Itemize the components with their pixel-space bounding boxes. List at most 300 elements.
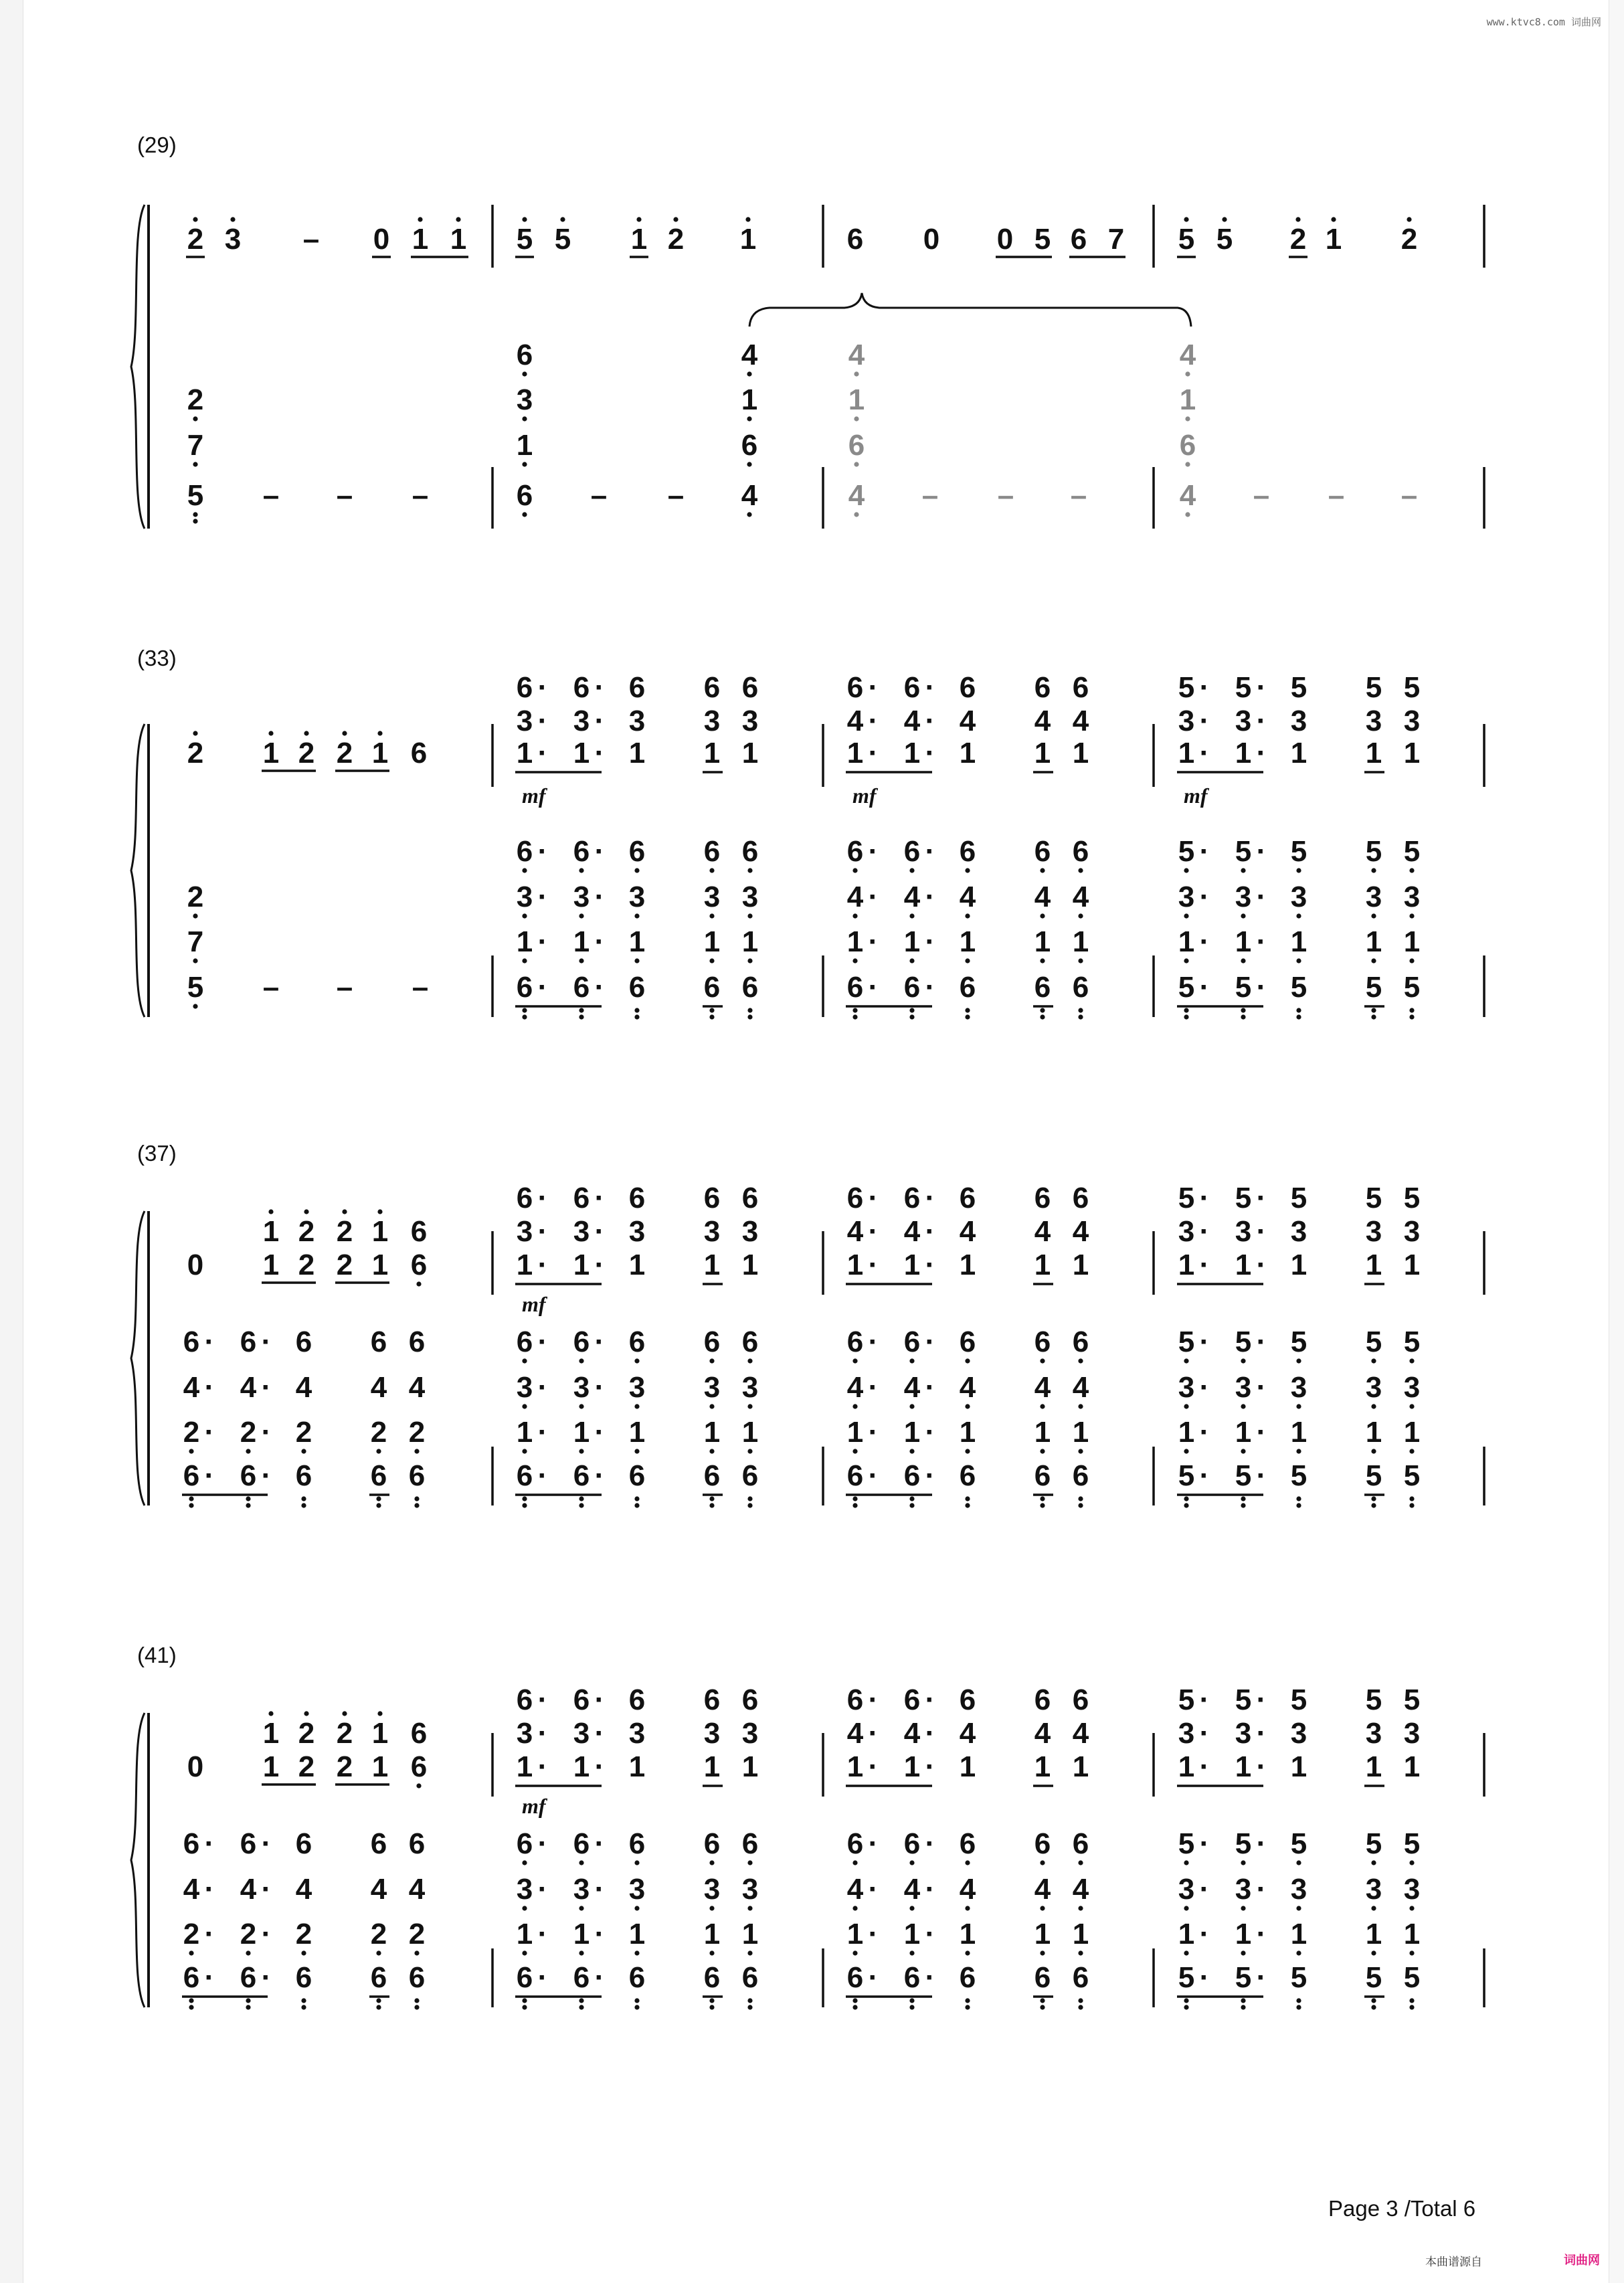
note-1: 1	[1072, 1918, 1089, 1950]
octave-dot-below	[1241, 1014, 1245, 1019]
sustain-dash: –	[412, 479, 429, 512]
note-6: 6	[903, 1459, 921, 1492]
octave-dot-below	[909, 868, 914, 873]
note-1: 1	[1178, 925, 1195, 958]
octave-dot-below	[709, 1906, 714, 1910]
octave-dot-below	[965, 913, 970, 918]
note-1: 1	[1178, 1750, 1195, 1783]
octave-dot-below	[1185, 371, 1190, 376]
note-5: 5	[1365, 1459, 1382, 1492]
octave-dot-below	[1371, 1404, 1376, 1408]
octave-dot-below	[246, 1998, 250, 2003]
octave-dot-below	[852, 1496, 857, 1501]
note-1: 1	[1235, 737, 1252, 769]
octave-dot-below	[522, 462, 527, 466]
augmentation-dot: ·	[1256, 1961, 1267, 1994]
note-1: 1	[848, 383, 865, 416]
octave-dot-below	[416, 1783, 421, 1788]
octave-dot-below	[301, 1998, 306, 2003]
octave-dot-below	[522, 1404, 527, 1408]
augmentation-dot: ·	[537, 1827, 548, 1860]
note-6: 6	[741, 671, 759, 704]
octave-dot-below	[634, 1998, 639, 2003]
note-1: 1	[741, 925, 759, 958]
note-7: 7	[187, 429, 204, 462]
augmentation-dot: ·	[204, 1873, 215, 1906]
note-3: 3	[741, 705, 759, 737]
note-1: 1	[1178, 1918, 1195, 1950]
octave-dot-below	[189, 2005, 193, 2009]
octave-dot-below	[634, 1014, 639, 1019]
octave-dot-below	[909, 1358, 914, 1363]
note-4: 4	[959, 1215, 976, 1248]
note-3: 3	[628, 1215, 646, 1248]
octave-dot-below	[1371, 1998, 1376, 2003]
octave-dot-below	[1184, 913, 1188, 918]
augmentation-dot: ·	[261, 1416, 272, 1449]
note-1: 1	[412, 223, 429, 256]
note-5: 5	[1403, 1961, 1421, 1994]
octave-dot-above	[456, 217, 460, 221]
octave-dot-below	[189, 1998, 193, 2003]
measure-number: (29)	[137, 132, 177, 157]
octave-dot-below	[634, 1008, 639, 1012]
note-1: 1	[1034, 1416, 1051, 1449]
note-1: 1	[573, 1249, 590, 1281]
augmentation-dot: ·	[1199, 1371, 1210, 1404]
octave-dot-below	[1078, 1358, 1083, 1363]
augmentation-dot: ·	[1199, 1750, 1210, 1783]
octave-dot-below	[1296, 913, 1301, 918]
note-3: 3	[1365, 705, 1382, 737]
note-1: 1	[516, 1918, 533, 1950]
octave-dot-below	[1296, 1998, 1301, 2003]
octave-dot-below	[1371, 958, 1376, 963]
note-1: 1	[573, 1416, 590, 1449]
octave-dot-above	[1407, 217, 1411, 221]
augmentation-dot: ·	[1256, 1249, 1267, 1281]
note-6: 6	[846, 835, 864, 868]
octave-dot-below	[414, 1449, 419, 1453]
note-4: 4	[846, 1717, 864, 1750]
octave-dot-below	[1371, 1950, 1376, 1955]
octave-dot-below	[193, 913, 197, 918]
note-5: 5	[1235, 1459, 1252, 1492]
augmentation-dot: ·	[537, 1961, 548, 1994]
note-3: 3	[741, 1717, 759, 1750]
note-5: 5	[1178, 1459, 1195, 1492]
augmentation-dot: ·	[868, 671, 879, 704]
note-6: 6	[1034, 1683, 1051, 1716]
note-3: 3	[1365, 1717, 1382, 1750]
octave-dot-below	[193, 416, 197, 421]
note-2: 2	[240, 1416, 257, 1449]
octave-dot-below	[634, 1950, 639, 1955]
note-6: 6	[741, 1326, 759, 1358]
octave-dot-above	[673, 217, 678, 221]
note-5: 5	[1290, 1182, 1307, 1214]
note-6: 6	[573, 1459, 590, 1492]
note-5: 5	[1290, 1961, 1307, 1994]
octave-dot-below	[852, 1998, 857, 2003]
augmentation-dot: ·	[594, 1750, 605, 1783]
octave-dot-below	[709, 1503, 714, 1508]
note-6: 6	[370, 1961, 387, 1994]
augmentation-dot: ·	[1256, 881, 1267, 913]
note-6: 6	[516, 835, 533, 868]
note-1: 1	[903, 1750, 921, 1783]
note-6: 6	[1072, 835, 1089, 868]
note-6: 6	[628, 1182, 646, 1214]
augmentation-dot: ·	[261, 1918, 272, 1950]
note-6: 6	[741, 971, 759, 1004]
augmentation-dot: ·	[594, 835, 605, 868]
note-6: 6	[846, 671, 864, 704]
note-1: 1	[450, 223, 467, 256]
augmentation-dot: ·	[594, 925, 605, 958]
augmentation-dot: ·	[261, 1459, 272, 1492]
augmentation-dot: ·	[537, 1750, 548, 1783]
note-1: 1	[1365, 1918, 1382, 1950]
note-6: 6	[846, 1459, 864, 1492]
note-6: 6	[959, 1459, 976, 1492]
note-5: 5	[1403, 971, 1421, 1004]
note-4: 4	[846, 1215, 864, 1248]
note-3: 3	[1178, 1717, 1195, 1750]
octave-dot-above	[268, 1711, 273, 1716]
note-4: 4	[903, 881, 921, 913]
note-5: 5	[1403, 1459, 1421, 1492]
note-6: 6	[408, 1459, 426, 1492]
augmentation-dot: ·	[537, 1918, 548, 1950]
octave-dot-below	[579, 1404, 583, 1408]
octave-dot-below	[1409, 2005, 1414, 2009]
augmentation-dot: ·	[868, 1683, 879, 1716]
note-6: 6	[410, 1750, 428, 1783]
octave-dot-below	[1409, 1906, 1414, 1910]
note-2: 2	[240, 1918, 257, 1950]
note-6: 6	[408, 1961, 426, 1994]
octave-dot-above	[268, 731, 273, 735]
sustain-dash: –	[667, 479, 685, 512]
octave-dot-below	[909, 1014, 914, 1019]
note-6: 6	[370, 1827, 387, 1860]
note-1: 1	[1365, 1416, 1382, 1449]
note-6: 6	[628, 1326, 646, 1358]
octave-dot-below	[522, 1014, 527, 1019]
octave-dot-below	[1040, 913, 1045, 918]
note-6: 6	[846, 1961, 864, 1994]
note-6: 6	[628, 1961, 646, 1994]
octave-dot-below	[909, 1449, 914, 1453]
note-4: 4	[1034, 1873, 1051, 1906]
octave-dot-below	[747, 1008, 752, 1012]
octave-dot-below	[1409, 1008, 1414, 1012]
octave-dot-below	[909, 1860, 914, 1865]
octave-dot-below	[246, 1503, 250, 1508]
octave-dot-below	[709, 1860, 714, 1865]
note-5: 5	[1403, 835, 1421, 868]
note-6: 6	[295, 1961, 312, 1994]
octave-dot-above	[342, 1209, 347, 1214]
note-6: 6	[703, 671, 721, 704]
augmentation-dot: ·	[594, 1717, 605, 1750]
note-3: 3	[1290, 1717, 1307, 1750]
octave-dot-below	[1040, 868, 1045, 873]
note-2: 2	[187, 737, 204, 769]
note-4: 4	[183, 1873, 200, 1906]
octave-dot-above	[418, 217, 422, 221]
note-5: 5	[1235, 671, 1252, 704]
note-1: 1	[628, 1750, 646, 1783]
octave-dot-below	[909, 2005, 914, 2009]
octave-dot-below	[376, 1496, 381, 1501]
note-1: 1	[1034, 1249, 1051, 1281]
note-3: 3	[703, 1371, 721, 1404]
augmentation-dot: ·	[594, 1249, 605, 1281]
note-2: 2	[298, 1750, 315, 1783]
note-6: 6	[703, 835, 721, 868]
note-1: 1	[516, 429, 533, 462]
augmentation-dot: ·	[537, 1249, 548, 1281]
note-1: 1	[1365, 737, 1382, 769]
octave-dot-below	[1371, 1496, 1376, 1501]
octave-dot-below	[1184, 1950, 1188, 1955]
note-3: 3	[1290, 1873, 1307, 1906]
octave-dot-above	[193, 217, 197, 221]
octave-dot-below	[579, 1503, 583, 1508]
note-6: 6	[741, 1459, 759, 1492]
sustain-dash: –	[590, 479, 608, 512]
octave-dot-below	[909, 1950, 914, 1955]
octave-dot-below	[965, 1998, 970, 2003]
note-6: 6	[628, 835, 646, 868]
note-6: 6	[741, 1961, 759, 1994]
augmentation-dot: ·	[537, 1459, 548, 1492]
augmentation-dot: ·	[1199, 1459, 1210, 1492]
octave-dot-below	[579, 1008, 583, 1012]
note-4: 4	[959, 881, 976, 913]
octave-dot-below	[634, 1496, 639, 1501]
note-6: 6	[846, 1182, 864, 1214]
octave-dot-below	[709, 913, 714, 918]
octave-dot-below	[579, 1950, 583, 1955]
octave-dot-below	[579, 2005, 583, 2009]
octave-dot-below	[1371, 1014, 1376, 1019]
augmentation-dot: ·	[594, 1873, 605, 1906]
note-4: 4	[846, 1371, 864, 1404]
octave-dot-below	[634, 1503, 639, 1508]
note-6: 6	[903, 835, 921, 868]
octave-dot-below	[1241, 1860, 1245, 1865]
octave-dot-below	[747, 1998, 752, 2003]
note-4: 4	[846, 1873, 864, 1906]
octave-dot-below	[1078, 1860, 1083, 1865]
octave-dot-below	[747, 1404, 752, 1408]
note-1: 1	[703, 1416, 721, 1449]
augmentation-dot: ·	[1256, 1683, 1267, 1716]
note-3: 3	[1235, 1371, 1252, 1404]
note-1: 1	[1235, 1750, 1252, 1783]
augmentation-dot: ·	[594, 1918, 605, 1950]
note-3: 3	[516, 1371, 533, 1404]
note-1: 1	[1365, 1249, 1382, 1281]
octave-dot-above	[377, 1711, 382, 1716]
augmentation-dot: ·	[594, 1182, 605, 1214]
octave-dot-below	[1409, 1860, 1414, 1865]
octave-dot-below	[1184, 1496, 1188, 1501]
note-3: 3	[1365, 1215, 1382, 1248]
note-6: 6	[959, 671, 976, 704]
augmentation-dot: ·	[204, 1961, 215, 1994]
octave-dot-below	[193, 462, 197, 466]
note-4: 4	[370, 1873, 387, 1906]
augmentation-dot: ·	[1256, 1918, 1267, 1950]
sustain-dash: –	[921, 479, 939, 512]
note-1: 1	[573, 1750, 590, 1783]
octave-dot-below	[522, 1860, 527, 1865]
octave-dot-below	[747, 1503, 752, 1508]
note-6: 6	[183, 1827, 200, 1860]
octave-dot-below	[189, 1503, 193, 1508]
note-5: 5	[1365, 1961, 1382, 1994]
note-6: 6	[703, 1961, 721, 1994]
note-5: 5	[1235, 1961, 1252, 1994]
note-2: 2	[298, 1717, 315, 1750]
augmentation-dot: ·	[261, 1961, 272, 1994]
augmentation-dot: ·	[1256, 1827, 1267, 1860]
note-4: 4	[741, 339, 758, 371]
note-1: 1	[573, 737, 590, 769]
octave-dot-below	[1296, 958, 1301, 963]
note-5: 5	[1178, 1827, 1195, 1860]
octave-dot-above	[1295, 217, 1300, 221]
note-5: 5	[1365, 1326, 1382, 1358]
note-3: 3	[1290, 1371, 1307, 1404]
augmentation-dot: ·	[1199, 925, 1210, 958]
octave-dot-below	[579, 868, 583, 873]
note-4: 4	[959, 1371, 976, 1404]
octave-dot-below	[522, 1496, 527, 1501]
sustain-dash: –	[412, 971, 429, 1004]
note-1: 1	[573, 925, 590, 958]
augmentation-dot: ·	[537, 835, 548, 868]
note-3: 3	[741, 1215, 759, 1248]
augmentation-dot: ·	[925, 881, 935, 913]
augmentation-dot: ·	[261, 1371, 272, 1404]
note-2: 2	[370, 1416, 387, 1449]
sustain-dash: –	[262, 479, 280, 512]
note-6: 6	[1034, 1961, 1051, 1994]
note-2: 2	[298, 737, 315, 769]
note-4: 4	[408, 1371, 426, 1404]
octave-dot-below	[376, 1503, 381, 1508]
octave-dot-above	[304, 731, 308, 735]
note-0: 0	[187, 1249, 204, 1281]
note-2: 2	[408, 1416, 426, 1449]
octave-dot-below	[1078, 958, 1083, 963]
note-6: 6	[573, 1683, 590, 1716]
note-4: 4	[959, 1717, 976, 1750]
note-1: 1	[516, 1750, 533, 1783]
note-3: 3	[1178, 705, 1195, 737]
octave-dot-below	[747, 2005, 752, 2009]
note-5: 5	[1235, 1683, 1252, 1716]
note-1: 1	[371, 1750, 389, 1783]
octave-dot-below	[579, 1860, 583, 1865]
note-1: 1	[903, 1416, 921, 1449]
augmentation-dot: ·	[925, 1416, 935, 1449]
octave-dot-below	[1296, 1014, 1301, 1019]
augmentation-dot: ·	[1199, 835, 1210, 868]
octave-dot-below	[1078, 1449, 1083, 1453]
note-3: 3	[1290, 1215, 1307, 1248]
note-6: 6	[628, 671, 646, 704]
octave-dot-below	[301, 1496, 306, 1501]
note-1: 1	[1365, 925, 1382, 958]
note-1: 1	[628, 1249, 646, 1281]
octave-dot-below	[1184, 1449, 1188, 1453]
note-1: 1	[1290, 1918, 1307, 1950]
augmentation-dot: ·	[1199, 1873, 1210, 1906]
augmentation-dot: ·	[537, 1717, 548, 1750]
augmentation-dot: ·	[204, 1827, 215, 1860]
note-4: 4	[903, 1215, 921, 1248]
octave-dot-below	[709, 868, 714, 873]
octave-dot-below	[246, 2005, 250, 2009]
octave-dot-below	[1078, 1503, 1083, 1508]
note-5: 5	[1178, 1683, 1195, 1716]
note-4: 4	[408, 1873, 426, 1906]
note-2: 2	[336, 737, 353, 769]
note-1: 1	[1325, 223, 1342, 256]
sustain-dash: –	[1253, 479, 1270, 512]
note-3: 3	[1235, 1215, 1252, 1248]
octave-dot-below	[852, 1860, 857, 1865]
note-5: 5	[1290, 1326, 1307, 1358]
note-3: 3	[1178, 881, 1195, 913]
note-4: 4	[1179, 339, 1196, 371]
octave-dot-below	[193, 512, 197, 517]
note-6: 6	[846, 1326, 864, 1358]
note-1: 1	[262, 1750, 280, 1783]
note-2: 2	[667, 223, 685, 256]
octave-dot-below	[1184, 1014, 1188, 1019]
note-6: 6	[573, 671, 590, 704]
note-1: 1	[628, 925, 646, 958]
octave-dot-below	[747, 958, 752, 963]
augmentation-dot: ·	[1199, 737, 1210, 769]
augmentation-dot: ·	[925, 971, 935, 1004]
note-6: 6	[240, 1459, 257, 1492]
note-6: 6	[573, 1326, 590, 1358]
augmentation-dot: ·	[1256, 925, 1267, 958]
note-4: 4	[741, 479, 758, 512]
octave-dot-below	[1040, 1998, 1045, 2003]
note-1: 1	[1290, 1416, 1307, 1449]
octave-dot-below	[522, 416, 527, 421]
note-6: 6	[741, 1683, 759, 1716]
octave-dot-above	[377, 731, 382, 735]
grand-staff-brace	[131, 1713, 145, 2007]
octave-dot-below	[1241, 1008, 1245, 1012]
octave-dot-below	[634, 1358, 639, 1363]
note-6: 6	[516, 671, 533, 704]
augmentation-dot: ·	[261, 1326, 272, 1358]
note-6: 6	[628, 1459, 646, 1492]
note-6: 6	[1072, 1961, 1089, 1994]
octave-dot-below	[1371, 2005, 1376, 2009]
